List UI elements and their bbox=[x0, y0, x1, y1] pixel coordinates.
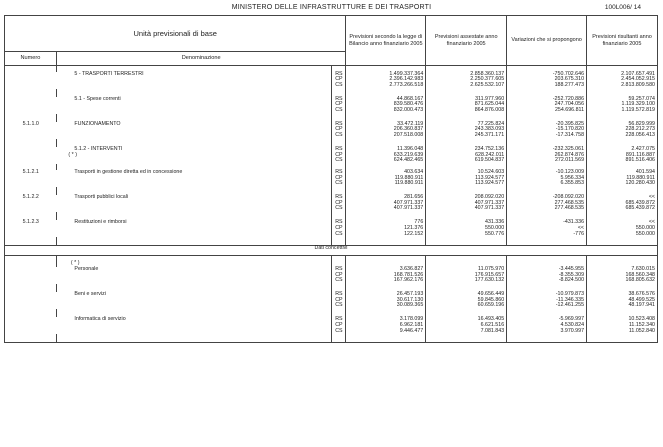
value-cell-col1: 839.580.476 bbox=[346, 102, 426, 108]
spacer-cell bbox=[5, 89, 57, 97]
block-denomination: 5.1 - Spese correnti bbox=[74, 95, 121, 102]
spacer-cell bbox=[332, 334, 346, 342]
value-cell-col1: 26.457.193 bbox=[346, 292, 426, 298]
value-cell-col4: 2.813.809.580 bbox=[587, 83, 658, 89]
value-cell-col2: 550.000 bbox=[426, 226, 507, 232]
value-cell-col1: 407.971.337 bbox=[346, 201, 426, 207]
row-type: CP bbox=[332, 201, 346, 207]
spacer-cell bbox=[346, 237, 426, 245]
block-number: 5.1.1.0 bbox=[5, 122, 57, 128]
value-cell-col4: 228.212.273 bbox=[587, 127, 658, 133]
row-type: RS bbox=[332, 220, 346, 226]
value-cell-col1: 206.360.837 bbox=[346, 127, 426, 133]
value-cell-col1: 122.152 bbox=[346, 232, 426, 238]
spacer-cell bbox=[587, 334, 658, 342]
value-cell-col3: -17.314.758 bbox=[507, 133, 587, 139]
value-cell-col3: 188.277.473 bbox=[507, 83, 587, 89]
row-type: CP bbox=[332, 226, 346, 232]
value-cell-col1: 624.482.465 bbox=[346, 158, 426, 164]
spacer-cell bbox=[426, 237, 507, 245]
row-type: RS bbox=[332, 72, 346, 78]
value-cell-col1: 207.518.008 bbox=[346, 133, 426, 139]
value-cell-col4: 11.152.340 bbox=[587, 323, 658, 329]
value-cell-col1: 119.880.911 bbox=[346, 181, 426, 187]
value-cell-col4: 2.454.052.915 bbox=[587, 77, 658, 83]
block-denomination: Restituzioni e rimborsi bbox=[74, 219, 127, 226]
value-cell-col1: 633.219.639 bbox=[346, 153, 426, 159]
value-cell-col4: 228.056.413 bbox=[587, 133, 658, 139]
value-cell-col1: 6.962.181 bbox=[346, 323, 426, 329]
spacer-cell bbox=[56, 334, 331, 342]
block-denomination: ( * ) bbox=[68, 151, 77, 158]
value-cell-col1: 1.499.337.364 bbox=[346, 72, 426, 78]
spacer-cell bbox=[5, 334, 57, 342]
value-cell-col1: 2.396.142.983 bbox=[346, 77, 426, 83]
value-cell-col4: 7.630.015 bbox=[587, 267, 658, 273]
value-cell-col2: 234.752.136 bbox=[426, 147, 507, 153]
col-variazioni-header: Variazioni che si propongono bbox=[507, 16, 587, 66]
value-cell-col3: -776 bbox=[507, 232, 587, 238]
value-cell-col2: 49.656.449 bbox=[426, 292, 507, 298]
unita-header: Unità previsionali di base bbox=[5, 16, 346, 52]
value-cell-col3: -12.461.255 bbox=[507, 303, 587, 309]
spacer-cell bbox=[5, 139, 57, 147]
block-denomination: 5 - TRASPORTI TERRESTRI bbox=[74, 70, 144, 77]
value-cell-col3: 247.704.056 bbox=[507, 102, 587, 108]
value-cell-col4: 59.257.074 bbox=[587, 97, 658, 103]
row-type: RS bbox=[332, 147, 346, 153]
row-type: CS bbox=[332, 181, 346, 187]
spacer-cell bbox=[507, 334, 587, 342]
value-cell-col3: -15.170.820 bbox=[507, 127, 587, 133]
value-cell-col4: 2.107.657.491 bbox=[587, 72, 658, 78]
spacer-row bbox=[5, 334, 658, 342]
row-type: RS bbox=[332, 292, 346, 298]
spacer-cell bbox=[426, 334, 507, 342]
block-denomination: Informatica di servizio bbox=[74, 316, 126, 323]
ministry-title: MINISTERO DELLE INFRASTRUTTURE E DEI TRASPORTI bbox=[231, 4, 432, 11]
value-cell-col2: 7.081.843 bbox=[426, 329, 507, 335]
value-cell-col2: 619.504.837 bbox=[426, 158, 507, 164]
value-cell-col4: 168.805.632 bbox=[587, 278, 658, 284]
spacer-cell bbox=[507, 237, 587, 245]
budget-table bbox=[4, 15, 658, 343]
value-cell-col2: 245.371.171 bbox=[426, 133, 507, 139]
spacer-cell bbox=[56, 237, 331, 245]
spacer-cell bbox=[587, 212, 658, 220]
denominazione-header: Denominazione bbox=[56, 52, 345, 66]
row-type: CS bbox=[332, 158, 346, 164]
value-cell-col3: 4.530.824 bbox=[507, 323, 587, 329]
concettivi-title-row bbox=[5, 245, 658, 255]
value-cell-col3: << bbox=[507, 226, 587, 232]
value-cell-col4: 550.000 bbox=[587, 232, 658, 238]
value-cell-col4: << bbox=[587, 195, 658, 201]
block-number: 5.1.2.3 bbox=[5, 220, 57, 226]
value-cell-col3: -208.092.020 bbox=[507, 195, 587, 201]
value-cell-col3: -10.123.009 bbox=[507, 170, 587, 176]
value-cell-col1: 281.656 bbox=[346, 195, 426, 201]
value-cell-col4: 48.197.941 bbox=[587, 303, 658, 309]
value-cell-col2: 10.524.603 bbox=[426, 170, 507, 176]
value-cell-col4: 168.560.348 bbox=[587, 273, 658, 279]
value-cell-col2: 11.075.970 bbox=[426, 267, 507, 273]
value-cell-col3: 6.355.853 bbox=[507, 181, 587, 187]
value-cell-col2: 113.924.577 bbox=[426, 176, 507, 182]
value-cell-col3: 277.468.535 bbox=[507, 206, 587, 212]
value-cell-col2: 2.625.532.107 bbox=[426, 83, 507, 89]
value-cell-col1: 167.962.176 bbox=[346, 278, 426, 284]
block-denomination: Trasporti pubblici locali bbox=[74, 194, 129, 201]
row-type: RS bbox=[332, 122, 346, 128]
value-cell-col2: 6.621.516 bbox=[426, 323, 507, 329]
block-denomination: FUNZIONAMENTO bbox=[74, 120, 121, 127]
row-type: RS bbox=[332, 195, 346, 201]
row-type: RS bbox=[332, 170, 346, 176]
value-cell-col4: 891.116.887 bbox=[587, 153, 658, 159]
row-type: CP bbox=[332, 273, 346, 279]
value-cell-col4: << bbox=[587, 220, 658, 226]
row-type: CS bbox=[332, 133, 346, 139]
value-cell-col2: 864.876.008 bbox=[426, 108, 507, 114]
concettivi-title: Dati concettivi bbox=[5, 245, 658, 255]
value-cell-col4: 2.427.075 bbox=[587, 147, 658, 153]
value-cell-col1: 44.868.167 bbox=[346, 97, 426, 103]
value-cell-col2: 311.977.960 bbox=[426, 97, 507, 103]
row-type: CP bbox=[332, 298, 346, 304]
value-cell-col4: 56.829.999 bbox=[587, 122, 658, 128]
block-number: 5.1.2.2 bbox=[5, 195, 57, 201]
value-cell-col3: -20.395.825 bbox=[507, 122, 587, 128]
value-cell-col3: 5.956.334 bbox=[507, 176, 587, 182]
row-type: CS bbox=[332, 108, 346, 114]
value-cell-col3: 254.696.811 bbox=[507, 108, 587, 114]
value-cell-col3: -11.346.335 bbox=[507, 298, 587, 304]
row-type: CS bbox=[332, 329, 346, 335]
row-type: CS bbox=[332, 206, 346, 212]
value-cell-col2: 16.493.405 bbox=[426, 317, 507, 323]
value-cell-col1: 832.000.473 bbox=[346, 108, 426, 114]
value-cell-col3: -252.720.886 bbox=[507, 97, 587, 103]
block-denomination: 5.1.2 - INTERVENTI bbox=[74, 145, 123, 152]
spacer-cell bbox=[587, 187, 658, 195]
value-cell-col2: 407.971.337 bbox=[426, 206, 507, 212]
row-type: RS bbox=[332, 97, 346, 103]
col-assestate-header: Previsioni assestate anno finanziario 2005 bbox=[426, 16, 507, 66]
value-cell-col2: 2.250.377.605 bbox=[426, 77, 507, 83]
value-cell-col2: 871.625.044 bbox=[426, 102, 507, 108]
row-type: CP bbox=[332, 77, 346, 83]
value-cell-col1: 121.376 bbox=[346, 226, 426, 232]
value-cell-col2: 60.659.196 bbox=[426, 303, 507, 309]
value-cell-col2: 2.858.360.137 bbox=[426, 72, 507, 78]
row-type: CS bbox=[332, 278, 346, 284]
value-cell-col1: 3.636.827 bbox=[346, 267, 426, 273]
row-type: CP bbox=[332, 323, 346, 329]
value-cell-col1: 11.396.048 bbox=[346, 147, 426, 153]
block-denomination: Trasporti in gestione diretta ed in concessione bbox=[74, 168, 183, 175]
value-cell-col2: 407.971.337 bbox=[426, 201, 507, 207]
spacer-cell bbox=[5, 309, 57, 317]
value-cell-col4: 48.499.525 bbox=[587, 298, 658, 304]
value-cell-col4: 119.880.911 bbox=[587, 176, 658, 182]
value-cell-col2: 113.924.577 bbox=[426, 181, 507, 187]
page-reference: 100L006/ 14 bbox=[604, 4, 641, 11]
spacer-cell bbox=[5, 237, 57, 245]
value-cell-col2: 628.242.011 bbox=[426, 153, 507, 159]
value-cell-col2: 176.915.657 bbox=[426, 273, 507, 279]
value-cell-col4: 685.439.872 bbox=[587, 201, 658, 207]
value-cell-col1: 776 bbox=[346, 220, 426, 226]
value-cell-col3: -10.979.873 bbox=[507, 292, 587, 298]
value-cell-col1: 30.617.130 bbox=[346, 298, 426, 304]
value-cell-col3: -431.336 bbox=[507, 220, 587, 226]
row-type: RS bbox=[332, 317, 346, 323]
value-cell-col1: 403.634 bbox=[346, 170, 426, 176]
value-cell-col4: 10.523.408 bbox=[587, 317, 658, 323]
spacer-cell bbox=[587, 237, 658, 245]
value-cell-col4: 401.594 bbox=[587, 170, 658, 176]
spacer-cell bbox=[346, 334, 426, 342]
value-cell-col4: 120.280.430 bbox=[587, 181, 658, 187]
value-cell-col3: -232.325.061 bbox=[507, 147, 587, 153]
block-number: 5.1.2.1 bbox=[5, 170, 57, 176]
value-cell-col1: 168.781.526 bbox=[346, 273, 426, 279]
row-type: CS bbox=[332, 303, 346, 309]
value-cell-col4: 891.516.406 bbox=[587, 158, 658, 164]
value-cell-col1: 119.880.911 bbox=[346, 176, 426, 182]
value-cell-col3: -3.445.955 bbox=[507, 267, 587, 273]
row-type: CP bbox=[332, 102, 346, 108]
value-cell-col1: 2.773.266.518 bbox=[346, 83, 426, 89]
col-legge-bilancio-header: Previsioni secondo la legge di Bilancio anno finanziario 2005 bbox=[346, 16, 426, 66]
value-cell-col4: 38.676.576 bbox=[587, 292, 658, 298]
value-cell-col3: 262.874.876 bbox=[507, 153, 587, 159]
row-type: CS bbox=[332, 232, 346, 238]
value-cell-col2: 59.845.860 bbox=[426, 298, 507, 304]
value-cell-col4: 1.119.329.100 bbox=[587, 102, 658, 108]
value-cell-col4: 550.000 bbox=[587, 226, 658, 232]
value-cell-col3: -5.969.997 bbox=[507, 317, 587, 323]
value-cell-col2: 208.092.020 bbox=[426, 195, 507, 201]
row-type: RS bbox=[332, 267, 346, 273]
value-cell-col3: 3.970.997 bbox=[507, 329, 587, 335]
value-cell-col3: 277.468.535 bbox=[507, 201, 587, 207]
value-cell-col3: 272.011.569 bbox=[507, 158, 587, 164]
col-risultanti-header: Previsioni risultanti anno finanziario 2005 bbox=[587, 16, 658, 66]
value-cell-col3: 203.675.310 bbox=[507, 77, 587, 83]
row-type: CP bbox=[332, 176, 346, 182]
star-marker: ( * ) bbox=[56, 261, 331, 267]
row-type: CP bbox=[332, 153, 346, 159]
value-cell-col4: 685.439.872 bbox=[587, 206, 658, 212]
value-cell-col4: 11.052.840 bbox=[587, 329, 658, 335]
block-denomination: Beni e servizi bbox=[74, 291, 106, 298]
value-cell-col1: 3.178.099 bbox=[346, 317, 426, 323]
value-cell-col2: 77.225.824 bbox=[426, 122, 507, 128]
value-cell-col2: 177.630.132 bbox=[426, 278, 507, 284]
row-type: CS bbox=[332, 83, 346, 89]
value-cell-col1: 9.446.477 bbox=[346, 329, 426, 335]
value-cell-col2: 431.336 bbox=[426, 220, 507, 226]
numero-header: Numero bbox=[5, 52, 57, 66]
value-cell-col1: 407.971.337 bbox=[346, 206, 426, 212]
value-cell-col2: 550.776 bbox=[426, 232, 507, 238]
value-cell-col2: 243.383.093 bbox=[426, 127, 507, 133]
value-cell-col3: -8.355.309 bbox=[507, 273, 587, 279]
value-cell-col3: -750.702.646 bbox=[507, 72, 587, 78]
block-denomination: Personale bbox=[74, 265, 99, 272]
spacer-cell bbox=[5, 284, 57, 292]
value-cell-col3: -8.824.500 bbox=[507, 278, 587, 284]
value-cell-col1: 33.472.119 bbox=[346, 122, 426, 128]
value-cell-col4: 1.119.572.819 bbox=[587, 108, 658, 114]
value-cell-col1: 30.089.365 bbox=[346, 303, 426, 309]
row-type: CP bbox=[332, 127, 346, 133]
